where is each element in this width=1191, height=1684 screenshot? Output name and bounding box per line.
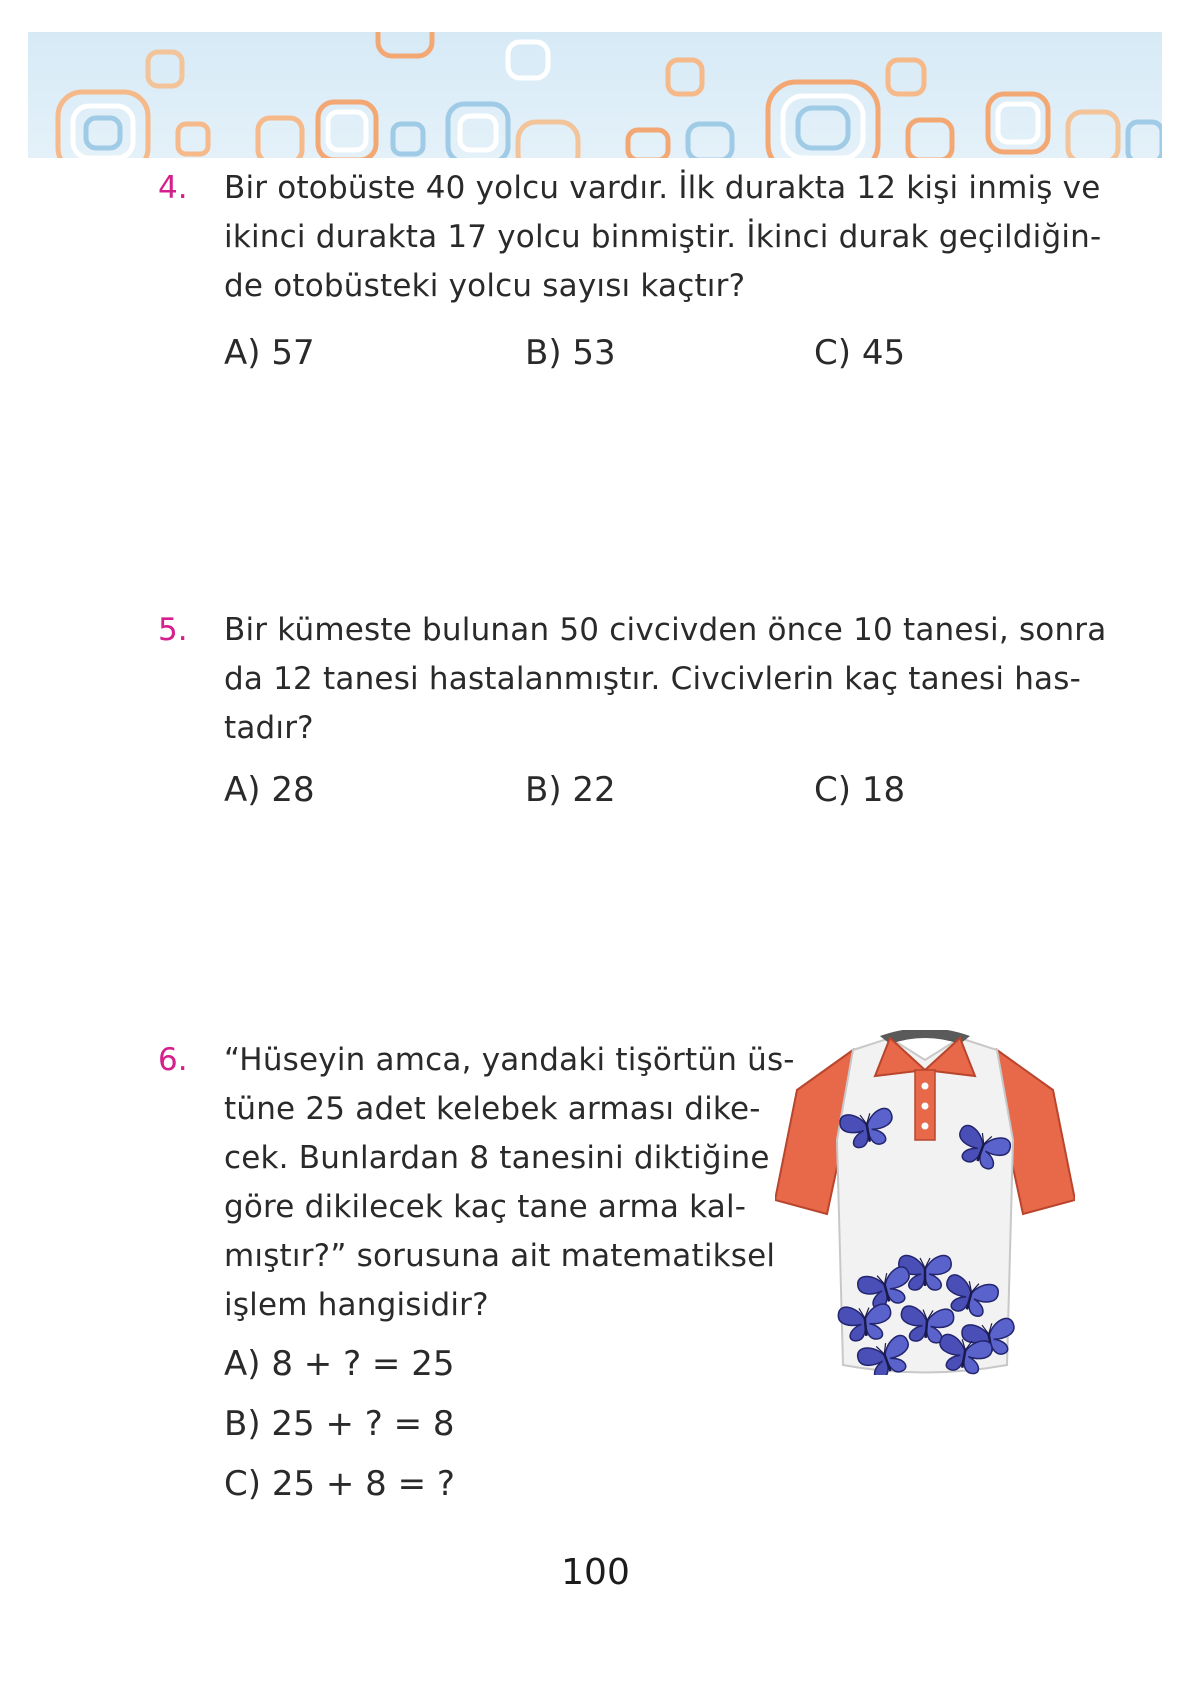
- option-a[interactable]: A) 8 + ? = 25: [224, 1344, 455, 1384]
- question-text: [224, 606, 1107, 753]
- option-b[interactable]: B) 25 + ? = 8: [224, 1404, 455, 1444]
- question-line: da 12 tanesi hastalanmıştır. Civcivlerin kaç tanesi has-: [224, 661, 1081, 697]
- question-line: ikinci durakta 17 yolcu binmiştir. İkinci durak geçildiğin-: [224, 219, 1102, 255]
- question-line: mıştır?” sorusuna ait matematiksel: [224, 1238, 776, 1274]
- tshirt-illustration: [775, 1030, 1075, 1375]
- option-a[interactable]: A) 28: [224, 770, 315, 810]
- option-c[interactable]: C) 45: [814, 333, 906, 373]
- question-number: 4.: [158, 170, 188, 206]
- question-text: [224, 164, 1102, 311]
- question-line: Bir kümeste bulunan 50 civcivden önce 10 tanesi, sonra: [224, 612, 1107, 648]
- question-number: 5.: [158, 612, 188, 648]
- page-number: 100: [561, 1552, 630, 1593]
- question-text: [224, 1036, 795, 1330]
- option-c[interactable]: C) 25 + 8 = ?: [224, 1464, 455, 1504]
- answer-options: [224, 1334, 455, 1514]
- question-line: tadır?: [224, 710, 314, 746]
- question-line: de otobüsteki yolcu sayısı kaçtır?: [224, 268, 746, 304]
- question-number: 6.: [158, 1042, 188, 1078]
- option-c[interactable]: C) 18: [814, 770, 906, 810]
- question-line: “Hüseyin amca, yandaki tişörtün üs-: [224, 1042, 795, 1078]
- question-line: Bir otobüste 40 yolcu vardır. İlk durakta 12 kişi inmiş ve: [224, 170, 1101, 206]
- header-banner: [28, 32, 1162, 158]
- option-b[interactable]: B) 53: [525, 333, 616, 373]
- button-icon: [922, 1123, 929, 1130]
- question-line: cek. Bunlardan 8 tanesini diktiğine: [224, 1140, 770, 1176]
- option-a[interactable]: A) 57: [224, 333, 315, 373]
- button-icon: [922, 1083, 929, 1090]
- question-line: tüne 25 adet kelebek arması dike-: [224, 1091, 761, 1127]
- question-line: işlem hangisidir?: [224, 1287, 489, 1323]
- button-icon: [922, 1103, 929, 1110]
- decorative-squares-pattern: [28, 32, 1162, 158]
- question-line: göre dikilecek kaç tane arma kal-: [224, 1189, 747, 1225]
- option-b[interactable]: B) 22: [525, 770, 616, 810]
